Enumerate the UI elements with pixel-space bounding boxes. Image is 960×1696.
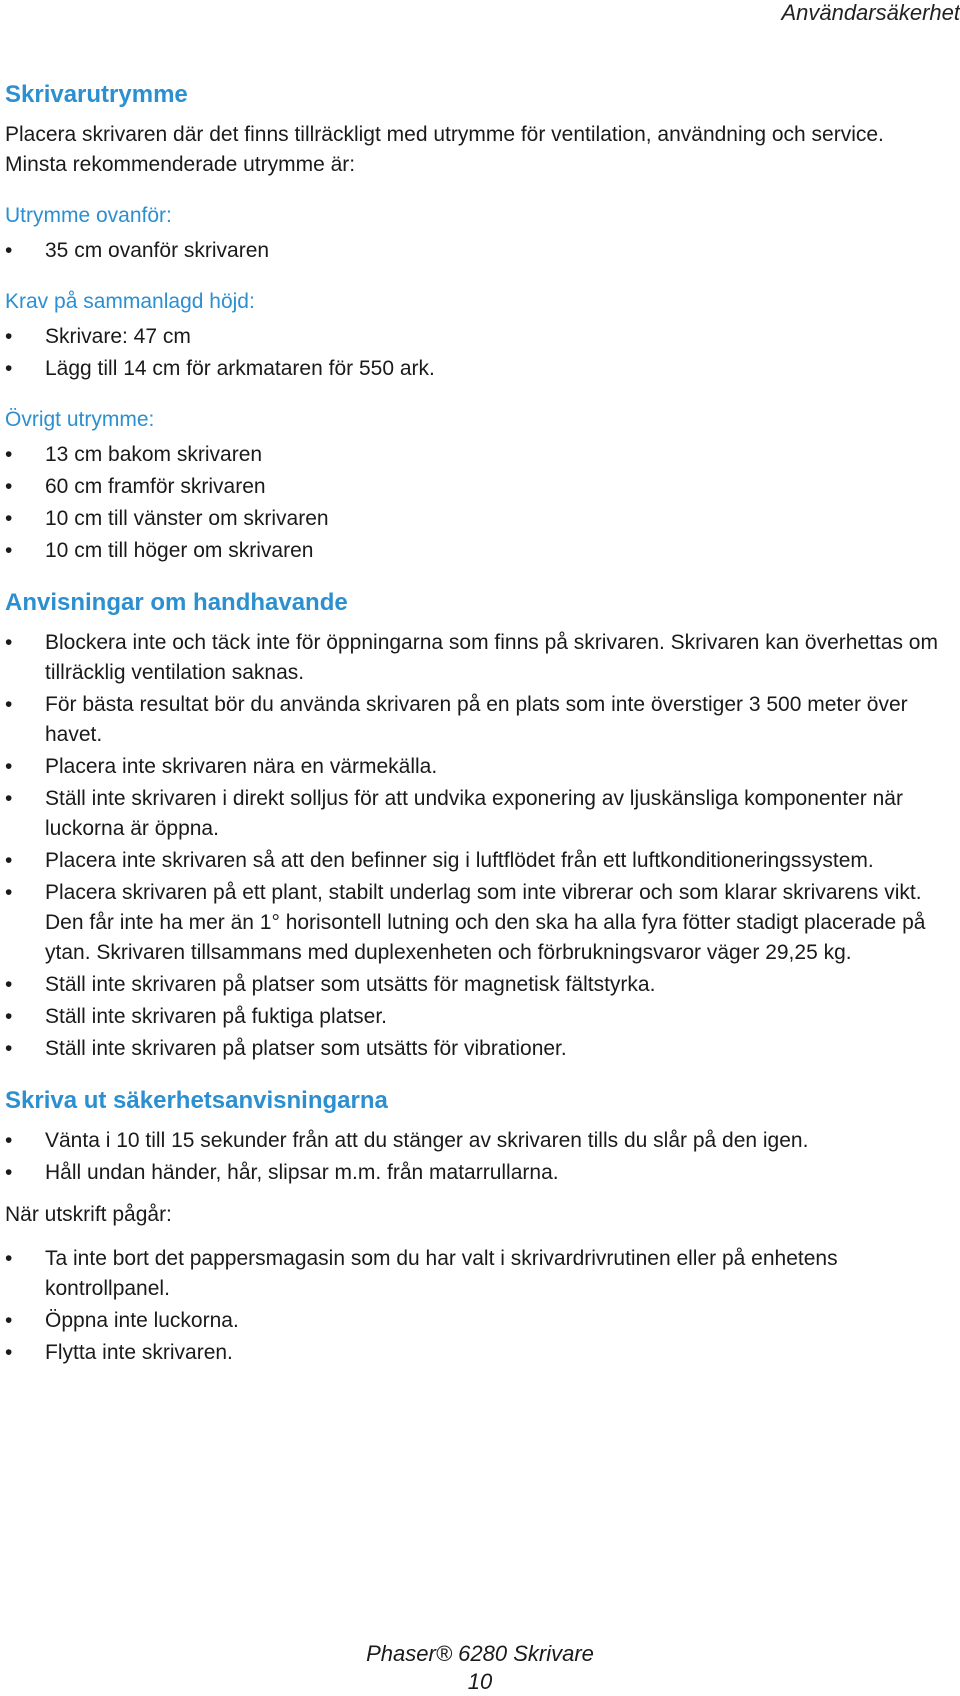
bullet-icon: • bbox=[5, 357, 13, 380]
bullet-icon: • bbox=[5, 1247, 13, 1270]
page-number: 10 bbox=[467, 1669, 493, 1694]
running-header: Användarsäkerhet bbox=[781, 0, 960, 25]
list-item: • Öppna inte luckorna. bbox=[5, 1306, 945, 1336]
bullet-icon: • bbox=[5, 631, 13, 654]
bullet-icon: • bbox=[5, 1161, 13, 1184]
list-above bbox=[5, 236, 945, 266]
footer-product: Phaser® 6280 Skrivare bbox=[366, 1641, 594, 1666]
space-intro: Placera skrivaren där det finns tillräckligt med utrymme för ventilation, användning och service. Minsta rekommenderade utrymme är: bbox=[5, 123, 884, 176]
bullet-icon: • bbox=[5, 539, 13, 562]
bullet-icon: • bbox=[5, 507, 13, 530]
list-item: • Ställ inte skrivaren på platser som utsätts för magnetisk fältstyrka. bbox=[5, 970, 945, 1000]
bullet-icon: • bbox=[5, 1005, 13, 1028]
page-footer bbox=[0, 1640, 960, 1696]
bullet-icon: • bbox=[5, 325, 13, 348]
bullet-icon: • bbox=[5, 1129, 13, 1152]
bullet-icon: • bbox=[5, 1309, 13, 1332]
list-item: • 35 cm ovanför skrivaren bbox=[5, 236, 945, 266]
bullet-icon: • bbox=[5, 1341, 13, 1364]
list-other bbox=[5, 440, 945, 566]
list-item: • Placera skrivaren på ett plant, stabilt underlag som inte vibrerar och som klarar skrivarens vikt. Den får inte ha mer än 1° horisontell lutning och den ska ha alla fyra fötter stadigt placerade på ytan. Skrivaren tillsammans med duplexenheten och förbrukningsvaror väger 29,25 kg. bbox=[5, 878, 945, 968]
bullet-icon: • bbox=[5, 475, 13, 498]
list-item: • Placera inte skrivaren nära en värmekälla. bbox=[5, 752, 945, 782]
list-item: • 60 cm framför skrivaren bbox=[5, 472, 945, 502]
list-item: • Blockera inte och täck inte för öppningarna som finns på skrivaren. Skrivaren kan överhettas om tillräcklig ventilation saknas. bbox=[5, 628, 945, 688]
section-title-handling: Anvisningar om handhavande bbox=[5, 589, 348, 616]
bullet-icon: • bbox=[5, 973, 13, 996]
list-during-printing bbox=[5, 1244, 945, 1368]
section-title-printing: Skriva ut säkerhetsanvisningarna bbox=[5, 1087, 388, 1114]
list-item: • Ställ inte skrivaren på fuktiga platser. bbox=[5, 1002, 945, 1032]
bullet-icon: • bbox=[5, 849, 13, 872]
list-item: • Flytta inte skrivaren. bbox=[5, 1338, 945, 1368]
list-item: • Ta inte bort det pappersmagasin som du har valt i skrivardrivrutinen eller på enhetens kontrollpanel. bbox=[5, 1244, 945, 1304]
section-title-space: Skrivarutrymme bbox=[5, 81, 188, 108]
bullet-icon: • bbox=[5, 239, 13, 262]
bullet-icon: • bbox=[5, 1037, 13, 1060]
list-item: • Skrivare: 47 cm bbox=[5, 322, 945, 352]
subheading-other: Övrigt utrymme: bbox=[5, 408, 155, 431]
list-item: • Placera inte skrivaren så att den befinner sig i luftflödet från ett luftkonditioneringssystem. bbox=[5, 846, 945, 876]
bullet-icon: • bbox=[5, 881, 13, 904]
list-printing bbox=[5, 1126, 945, 1188]
during-printing-label: När utskrift pågår: bbox=[5, 1203, 172, 1226]
list-item: • 10 cm till höger om skrivaren bbox=[5, 536, 945, 566]
list-handling bbox=[5, 628, 945, 1064]
bullet-icon: • bbox=[5, 443, 13, 466]
list-item: • 13 cm bakom skrivaren bbox=[5, 440, 945, 470]
list-item: • För bästa resultat bör du använda skrivaren på en plats som inte överstiger 3 500 meter över havet. bbox=[5, 690, 945, 750]
list-item: • Håll undan händer, hår, slipsar m.m. från matarrullarna. bbox=[5, 1158, 945, 1188]
list-item: • Vänta i 10 till 15 sekunder från att du stänger av skrivaren tills du slår på den igen. bbox=[5, 1126, 945, 1156]
list-height bbox=[5, 322, 945, 384]
list-item: • Ställ inte skrivaren på platser som utsätts för vibrationer. bbox=[5, 1034, 945, 1064]
list-item: • Lägg till 14 cm för arkmataren för 550 ark. bbox=[5, 354, 945, 384]
document-body bbox=[5, 80, 945, 1390]
subheading-above: Utrymme ovanför: bbox=[5, 204, 172, 227]
bullet-icon: • bbox=[5, 755, 13, 778]
bullet-icon: • bbox=[5, 693, 13, 716]
list-item: • Ställ inte skrivaren i direkt solljus för att undvika exponering av ljuskänsliga komponenter när luckorna är öppna. bbox=[5, 784, 945, 844]
list-item: • 10 cm till vänster om skrivaren bbox=[5, 504, 945, 534]
subheading-height: Krav på sammanlagd höjd: bbox=[5, 290, 255, 313]
bullet-icon: • bbox=[5, 787, 13, 810]
